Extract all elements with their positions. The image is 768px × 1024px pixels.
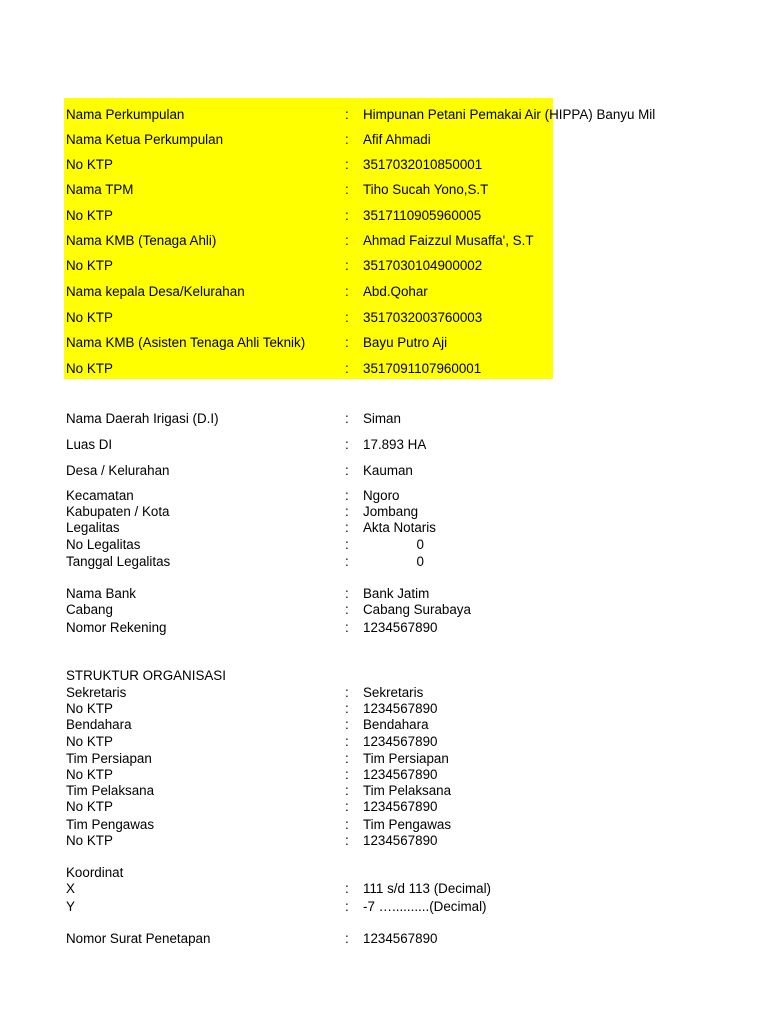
separator: : — [345, 361, 349, 376]
field-label: Luas DI — [66, 437, 113, 452]
row-nama-kepala-desa — [0, 284, 768, 302]
row-no-ktp — [0, 799, 768, 817]
field-value: 111 s/d 113 (Decimal) — [363, 881, 492, 896]
field-value: 1234567890 — [363, 620, 438, 635]
separator: : — [345, 685, 349, 700]
field-value: 3517032003760003 — [363, 310, 483, 325]
separator: : — [345, 132, 349, 147]
field-value: Tim Pengawas — [363, 817, 452, 832]
field-label: Nama TPM — [66, 182, 134, 197]
field-label: Nomor Surat Penetapan — [66, 931, 211, 946]
field-value: Bank Jatim — [363, 586, 430, 601]
field-value: 1234567890 — [363, 931, 438, 946]
field-label: Y — [66, 899, 75, 914]
field-value: 3517110905960005 — [363, 208, 482, 223]
separator: : — [345, 488, 349, 503]
field-value: Bayu Putro Aji — [363, 335, 448, 350]
separator: : — [345, 586, 349, 601]
field-label: No Legalitas — [66, 537, 141, 552]
row-tanggal-legalitas — [0, 554, 768, 572]
row-koordinat-y — [0, 899, 768, 917]
field-label: Nama KMB (Asisten Tenaga Ahli Teknik) — [66, 335, 306, 350]
field-label: Desa / Kelurahan — [66, 463, 170, 478]
field-value: 0 — [416, 554, 424, 569]
struktur-heading-row — [0, 668, 768, 686]
field-label: X — [66, 881, 75, 896]
separator: : — [345, 208, 349, 223]
separator: : — [345, 899, 349, 914]
section-heading: Koordinat — [66, 865, 124, 880]
separator: : — [345, 931, 349, 946]
separator: : — [345, 182, 349, 197]
row-nama-ketua — [0, 132, 768, 150]
field-value: Akta Notaris — [363, 520, 436, 535]
row-no-ktp — [0, 310, 768, 328]
field-label: Tim Pengawas — [66, 817, 155, 832]
field-value: Himpunan Petani Pemakai Air (HIPPA) Banyu Mil — [363, 107, 656, 122]
separator: : — [345, 310, 349, 325]
field-value: 0 — [416, 537, 424, 552]
row-no-legalitas — [0, 537, 768, 555]
field-label: Bendahara — [66, 717, 132, 732]
field-value: Ahmad Faizzul Musaffa', S.T — [363, 233, 534, 248]
row-no-ktp — [0, 734, 768, 752]
row-nama-kmb-tenaga-ahli — [0, 233, 768, 251]
row-nama-kmb-asisten — [0, 335, 768, 353]
field-value: 3517030104900002 — [363, 258, 483, 273]
row-nama-daerah-irigasi — [0, 411, 768, 429]
row-no-ktp — [0, 208, 768, 226]
separator: : — [345, 620, 349, 635]
row-nama-tpm — [0, 182, 768, 200]
field-value: 17.893 HA — [363, 437, 427, 452]
field-label: No KTP — [66, 208, 113, 223]
field-label: Kecamatan — [66, 488, 134, 503]
separator: : — [345, 335, 349, 350]
field-label: No KTP — [66, 310, 113, 325]
field-value: Jombang — [363, 504, 419, 519]
field-value: 1234567890 — [363, 701, 438, 716]
field-label: Tanggal Legalitas — [66, 554, 171, 569]
field-label: Nama Perkumpulan — [66, 107, 185, 122]
row-no-ktp — [0, 157, 768, 175]
separator: : — [345, 284, 349, 299]
field-value: Tiho Sucah Yono,S.T — [363, 182, 489, 197]
field-value: 3517032010850001 — [363, 157, 483, 172]
field-label: No KTP — [66, 734, 113, 749]
field-label: Nomor Rekening — [66, 620, 167, 635]
separator: : — [345, 520, 349, 535]
field-value: Bendahara — [363, 717, 429, 732]
separator: : — [345, 411, 349, 426]
field-label: Legalitas — [66, 520, 120, 535]
row-cabang — [0, 602, 768, 620]
row-nama-perkumpulan — [0, 107, 768, 125]
separator: : — [345, 701, 349, 716]
separator: : — [345, 233, 349, 248]
field-label: Nama Ketua Perkumpulan — [66, 132, 224, 147]
separator: : — [345, 437, 349, 452]
separator: : — [345, 107, 349, 122]
row-legalitas — [0, 520, 768, 538]
row-nomor-rekening — [0, 620, 768, 638]
field-value: Kauman — [363, 463, 413, 478]
field-value: Afif Ahmadi — [363, 132, 431, 147]
separator: : — [345, 258, 349, 273]
separator: : — [345, 463, 349, 478]
row-luas-di — [0, 437, 768, 455]
separator: : — [345, 504, 349, 519]
field-label: Nama Daerah Irigasi (D.I) — [66, 411, 219, 426]
row-no-ktp — [0, 833, 768, 851]
field-label: No KTP — [66, 157, 113, 172]
field-label: Tim Persiapan — [66, 751, 152, 766]
field-value: -7 …..........(Decimal) — [363, 899, 487, 914]
separator: : — [345, 767, 349, 782]
section-heading: STRUKTUR ORGANISASI — [66, 668, 226, 683]
row-nomor-surat-penetapan — [0, 931, 768, 949]
field-value: Cabang Surabaya — [363, 602, 471, 617]
separator: : — [345, 799, 349, 814]
field-label: Kabupaten / Kota — [66, 504, 170, 519]
separator: : — [345, 554, 349, 569]
field-label: No KTP — [66, 833, 113, 848]
field-value: Sekretaris — [363, 685, 424, 700]
field-value: Siman — [363, 411, 401, 426]
field-value: Abd.Qohar — [363, 284, 428, 299]
separator: : — [345, 783, 349, 798]
separator: : — [345, 734, 349, 749]
field-value: Tim Pelaksana — [363, 783, 452, 798]
row-no-ktp — [0, 361, 768, 379]
separator: : — [345, 751, 349, 766]
field-value: Ngoro — [363, 488, 400, 503]
field-value: 1234567890 — [363, 767, 438, 782]
field-value: 1234567890 — [363, 799, 438, 814]
field-label: No KTP — [66, 799, 113, 814]
separator: : — [345, 157, 349, 172]
separator: : — [345, 717, 349, 732]
separator: : — [345, 602, 349, 617]
separator: : — [345, 537, 349, 552]
separator: : — [345, 817, 349, 832]
field-value: 1234567890 — [363, 734, 438, 749]
field-label: Nama KMB (Tenaga Ahli) — [66, 233, 217, 248]
field-value: 3517091107960001 — [363, 361, 482, 376]
field-label: No KTP — [66, 701, 113, 716]
field-label: Cabang — [66, 602, 113, 617]
row-bendahara — [0, 717, 768, 735]
field-label: No KTP — [66, 361, 113, 376]
field-label: No KTP — [66, 258, 113, 273]
field-label: No KTP — [66, 767, 113, 782]
field-value: 1234567890 — [363, 833, 438, 848]
row-koordinat-x — [0, 881, 768, 899]
field-label: Tim Pelaksana — [66, 783, 155, 798]
separator: : — [345, 881, 349, 896]
field-label: Nama Bank — [66, 586, 136, 601]
separator: : — [345, 833, 349, 848]
row-desa-kelurahan — [0, 463, 768, 481]
field-value: Tim Persiapan — [363, 751, 449, 766]
field-label: Sekretaris — [66, 685, 127, 700]
row-no-ktp — [0, 258, 768, 276]
field-label: Nama kepala Desa/Kelurahan — [66, 284, 245, 299]
